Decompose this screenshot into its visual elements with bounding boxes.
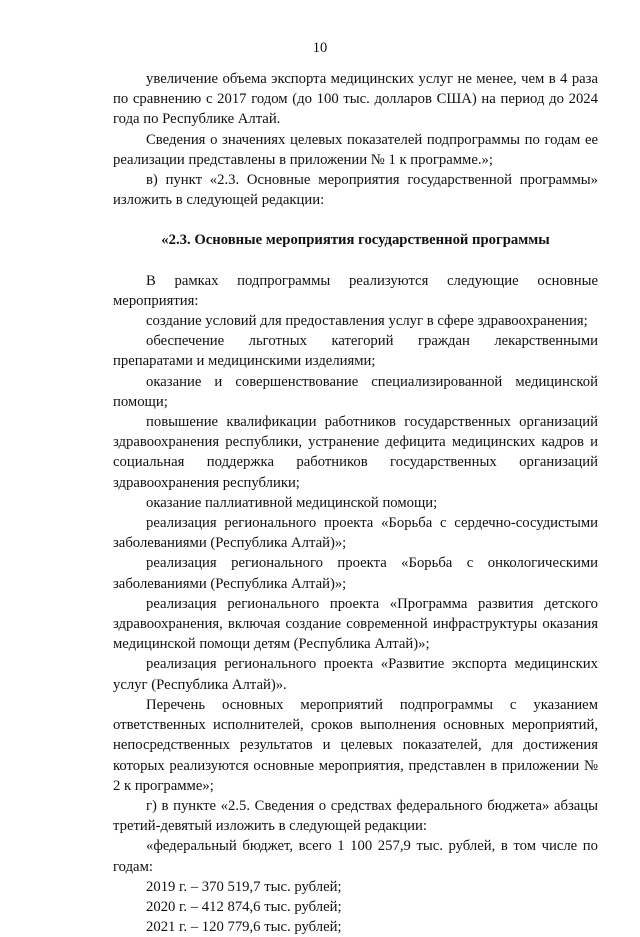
paragraph: г) в пункте «2.5. Сведения о средствах федерального бюджета» абзацы третий-девятый изложить в следующей редакции:: [113, 797, 598, 835]
paragraph: реализация регионального проекта «Развитие экспорта медицинских услуг (Республика Алтай)».: [113, 656, 598, 693]
paragraph: «федеральный бюджет, всего 1 100 257,9 тыс. рублей, в том числе по годам:: [113, 838, 598, 875]
paragraph: оказание и совершенствование специализированной медицинской помощи;: [113, 373, 598, 410]
paragraph: Сведения о значениях целевых показателей подпрограммы по годам ее реализации представлены в приложении № 1 к программе.»;: [113, 131, 598, 168]
paragraph: Перечень основных мероприятий подпрограммы с указанием ответственных исполнителей, сроков выполнения основных мероприятий, непосредственных результатов и целевых показателей, для достижения которых реализуются основные мероприятия, представлен в приложении № 2 к программе»;: [113, 696, 598, 794]
page-number: 10: [312, 40, 328, 56]
paragraph: реализация регионального проекта «Борьба с сердечно-сосудистыми заболеваниями (Республика Алтай)»;: [113, 515, 598, 552]
budget-line: 2020 г. – 412 874,6 тыс. рублей;: [146, 898, 342, 915]
paragraph: В рамках подпрограммы реализуются следующие основные мероприятия:: [113, 272, 598, 309]
section-heading: «2.3. Основные мероприятия государственной программы: [161, 232, 550, 249]
paragraph: реализация регионального проекта «Борьба с онкологическими заболеваниями (Республика Алтай)»;: [113, 555, 598, 592]
document-body: [113, 69, 598, 937]
budget-line: 2019 г. – 370 519,7 тыс. рублей;: [146, 878, 342, 895]
budget-line: 2021 г. – 120 779,6 тыс. рублей;: [146, 919, 342, 936]
paragraph: повышение квалификации работников государственных организаций здравоохранения республики, устранение дефицита медицинских кадров и социальная поддержка работников государственных организаций здравоохранения республики;: [113, 414, 598, 491]
paragraph: создание условий для предоставления услуг в сфере здравоохранения;: [146, 313, 588, 330]
paragraph: увеличение объема экспорта медицинских услуг не менее, чем в 4 раза по сравнению с 2017 годом (до 100 тыс. долларов США) на период до 2024 года по Республике Алтай.: [113, 71, 598, 128]
paragraph: обеспечение льготных категорий граждан лекарственными препаратами и медицинскими изделиями;: [113, 333, 598, 370]
paragraph: реализация регионального проекта «Программа развития детского здравоохранения, включая создание современной инфраструктуры оказания медицинской помощи детям (Республика Алтай)»;: [113, 595, 598, 653]
paragraph: оказание паллиативной медицинской помощи;: [146, 494, 438, 511]
paragraph: в) пункт «2.3. Основные мероприятия государственной программы» изложить в следующей редакции:: [113, 172, 598, 209]
